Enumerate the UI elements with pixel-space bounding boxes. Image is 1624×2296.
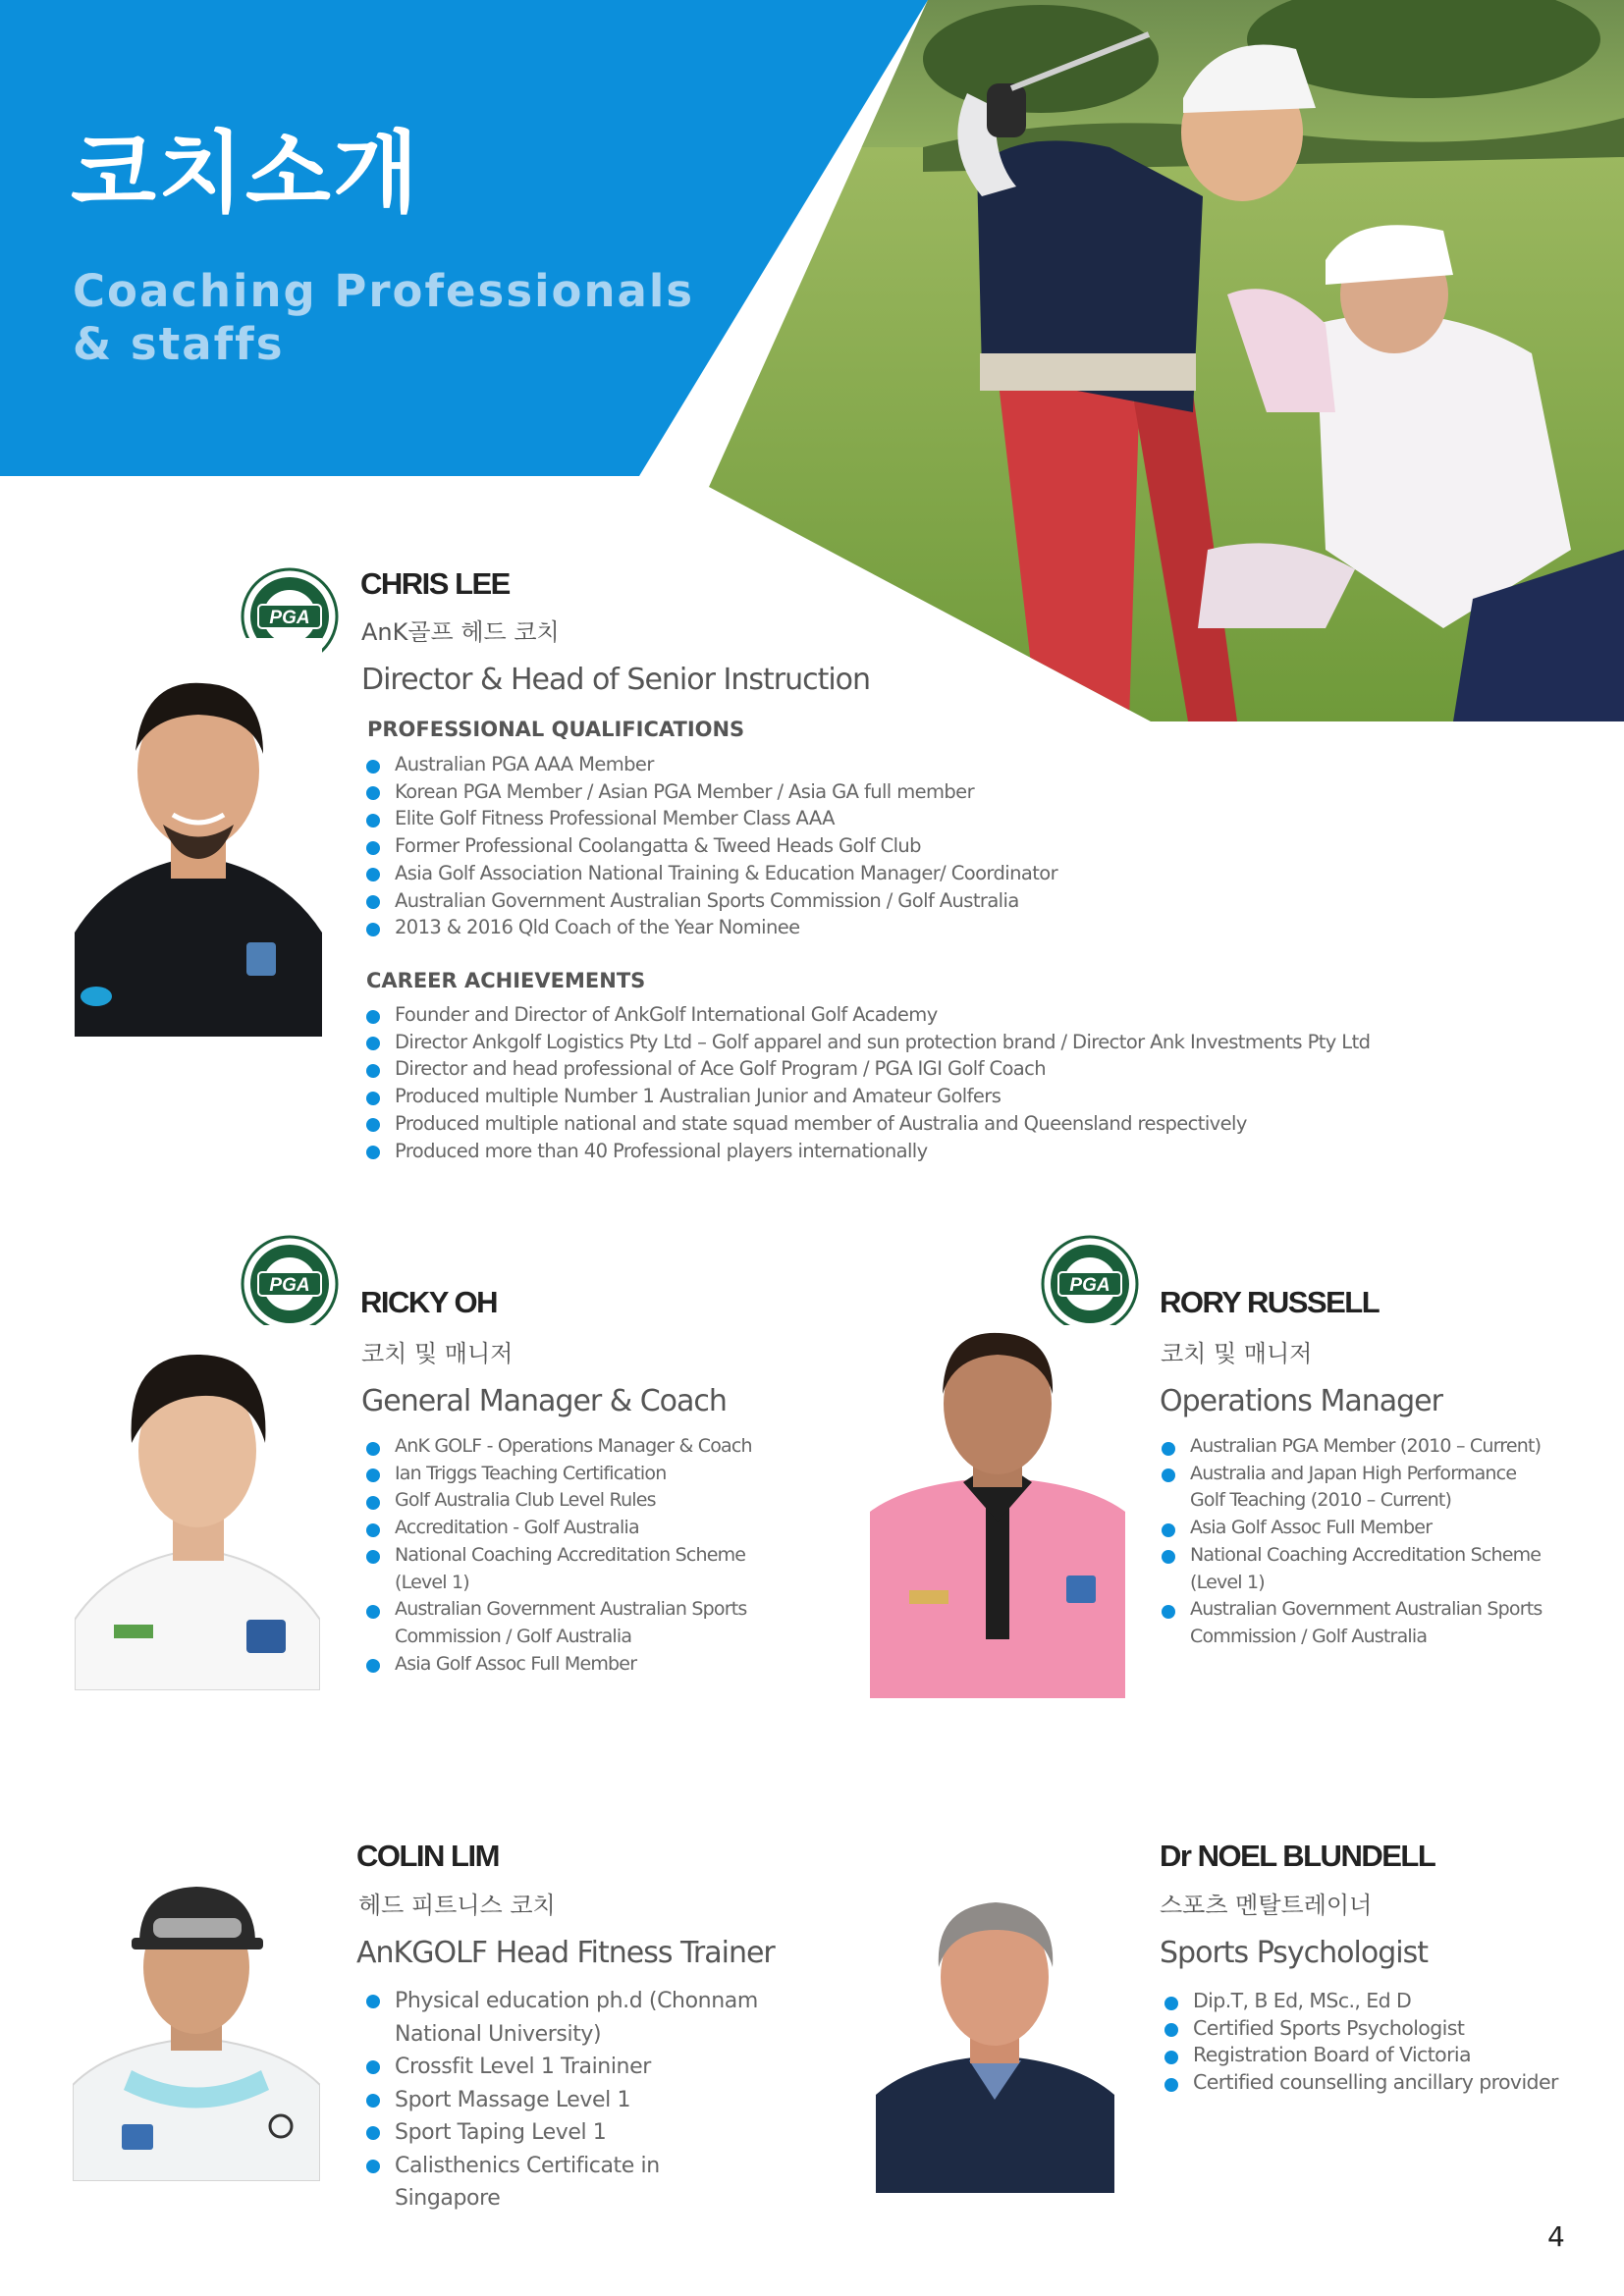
noel-blundell-role: Sports Psychologist bbox=[1160, 1936, 1428, 1970]
chris-lee-portrait bbox=[75, 638, 322, 1037]
list-item: Director and head professional of Ace Golf Program / PGA IGI Golf Coach bbox=[365, 1055, 1485, 1083]
list-item: Australian Government Australian Sports Commission / Golf Australia bbox=[365, 1596, 758, 1650]
list-item: Produced multiple national and state squad member of Australia and Queensland respectively bbox=[365, 1110, 1485, 1138]
list-item: Certified Sports Psychologist bbox=[1164, 2015, 1596, 2043]
pga-logo-text: PGA bbox=[1069, 1275, 1110, 1296]
colin-lim-role: AnKGOLF Head Fitness Trainer bbox=[356, 1936, 775, 1970]
list-item: Produced more than 40 Professional players internationally bbox=[365, 1138, 1485, 1165]
list-item: AnK GOLF - Operations Manager & Coach bbox=[365, 1433, 758, 1461]
rory-russell-portrait bbox=[870, 1325, 1125, 1698]
list-item: Asia Golf Association National Training & Education Manager/ Coordinator bbox=[365, 860, 1347, 887]
chris-lee-role: Director & Head of Senior Instruction bbox=[361, 663, 871, 697]
list-item: Produced multiple Number 1 Australian Junior and Amateur Golfers bbox=[365, 1083, 1485, 1110]
achievements-heading: CAREER ACHIEVEMENTS bbox=[366, 969, 646, 992]
chris-lee-name: CHRIS LEE bbox=[360, 566, 510, 601]
list-item: Registration Board of Victoria bbox=[1164, 2042, 1596, 2069]
list-item: Director Ankgolf Logistics Pty Ltd – Golf apparel and sun protection brand / Director Ank Investments Pty Ltd bbox=[365, 1029, 1485, 1056]
page-title-korean: 코치소개 bbox=[71, 122, 420, 225]
colin-lim-title-korean: 헤드 피트니스 코치 bbox=[358, 1892, 556, 1919]
list-item: Certified counselling ancillary provider bbox=[1164, 2069, 1596, 2097]
chris-lee-title-korean: AnK골프 헤드 코치 bbox=[361, 618, 560, 646]
noel-blundell-title-korean: 스포츠 멘탈트레이너 bbox=[1160, 1892, 1373, 1919]
list-item: Accreditation - Golf Australia bbox=[365, 1515, 758, 1542]
list-item: Former Professional Coolangatta & Tweed Heads Golf Club bbox=[365, 832, 1347, 860]
list-item: Physical education ph.d (Chonnam National University) bbox=[365, 1985, 758, 2051]
colin-lim-credentials-list bbox=[365, 1985, 758, 2216]
list-item: National Coaching Accreditation Scheme (Level 1) bbox=[1161, 1542, 1553, 1596]
page-number: 4 bbox=[1547, 2220, 1565, 2253]
qualifications-heading: PROFESSIONAL QUALIFICATIONS bbox=[367, 718, 745, 741]
ricky-oh-name: RICKY OH bbox=[360, 1285, 498, 1319]
list-item: Korean PGA Member / Asian PGA Member / Asia GA full member bbox=[365, 778, 1347, 806]
pga-logo-icon bbox=[241, 1235, 339, 1333]
rory-russell-role: Operations Manager bbox=[1160, 1384, 1442, 1418]
ricky-oh-title-korean: 코치 및 매니저 bbox=[361, 1340, 514, 1367]
rory-russell-credentials-list bbox=[1161, 1433, 1553, 1651]
list-item: Elite Golf Fitness Professional Member Class AAA bbox=[365, 805, 1347, 832]
subtitle-line-1: Coaching Professionals bbox=[73, 265, 695, 317]
list-item: Calisthenics Certificate in Singapore bbox=[365, 2150, 758, 2216]
page-subtitle-english bbox=[73, 265, 694, 371]
ricky-oh-role: General Manager & Coach bbox=[361, 1384, 727, 1418]
list-item: Australian Government Australian Sports Commission / Golf Australia bbox=[365, 887, 1347, 915]
list-item: Dip.T, B Ed, MSc., Ed D bbox=[1164, 1988, 1596, 2015]
achievements-list bbox=[365, 1001, 1485, 1164]
list-item: Sport Massage Level 1 bbox=[365, 2084, 758, 2117]
list-item: Crossfit Level 1 Traininer bbox=[365, 2051, 758, 2084]
ricky-oh-portrait bbox=[75, 1325, 320, 1690]
list-item: Founder and Director of AnkGolf International Golf Academy bbox=[365, 1001, 1485, 1029]
list-item: Australian PGA Member (2010 – Current) bbox=[1161, 1433, 1553, 1461]
list-item: National Coaching Accreditation Scheme (Level 1) bbox=[365, 1542, 758, 1596]
list-item: Golf Australia Club Level Rules bbox=[365, 1487, 758, 1515]
rory-russell-title-korean: 코치 및 매니저 bbox=[1161, 1340, 1313, 1367]
noel-blundell-portrait bbox=[876, 1869, 1114, 2193]
list-item: Australia and Japan High Performance Golf Teaching (2010 – Current) bbox=[1161, 1461, 1553, 1515]
list-item: Australian PGA AAA Member bbox=[365, 751, 1347, 778]
list-item: 2013 & 2016 Qld Coach of the Year Nominee bbox=[365, 914, 1347, 941]
list-item: Australian Government Australian Sports Commission / Golf Australia bbox=[1161, 1596, 1553, 1650]
list-item: Asia Golf Assoc Full Member bbox=[1161, 1515, 1553, 1542]
list-item: Ian Triggs Teaching Certification bbox=[365, 1461, 758, 1488]
noel-blundell-name: Dr NOEL BLUNDELL bbox=[1160, 1839, 1435, 1873]
list-item: Asia Golf Assoc Full Member bbox=[365, 1651, 758, 1679]
rory-russell-name: RORY RUSSELL bbox=[1160, 1285, 1380, 1319]
colin-lim-portrait bbox=[73, 1869, 320, 2181]
noel-blundell-credentials-list bbox=[1164, 1988, 1596, 2097]
pga-logo-text: PGA bbox=[269, 1275, 310, 1296]
qualifications-list bbox=[365, 751, 1347, 941]
list-item: Sport Taping Level 1 bbox=[365, 2116, 758, 2150]
subtitle-line-2: & staffs bbox=[73, 318, 285, 370]
ricky-oh-credentials-list bbox=[365, 1433, 758, 1678]
pga-logo-text: PGA bbox=[269, 608, 310, 628]
pga-logo-icon bbox=[1041, 1235, 1139, 1333]
colin-lim-name: COLIN LIM bbox=[356, 1839, 499, 1873]
